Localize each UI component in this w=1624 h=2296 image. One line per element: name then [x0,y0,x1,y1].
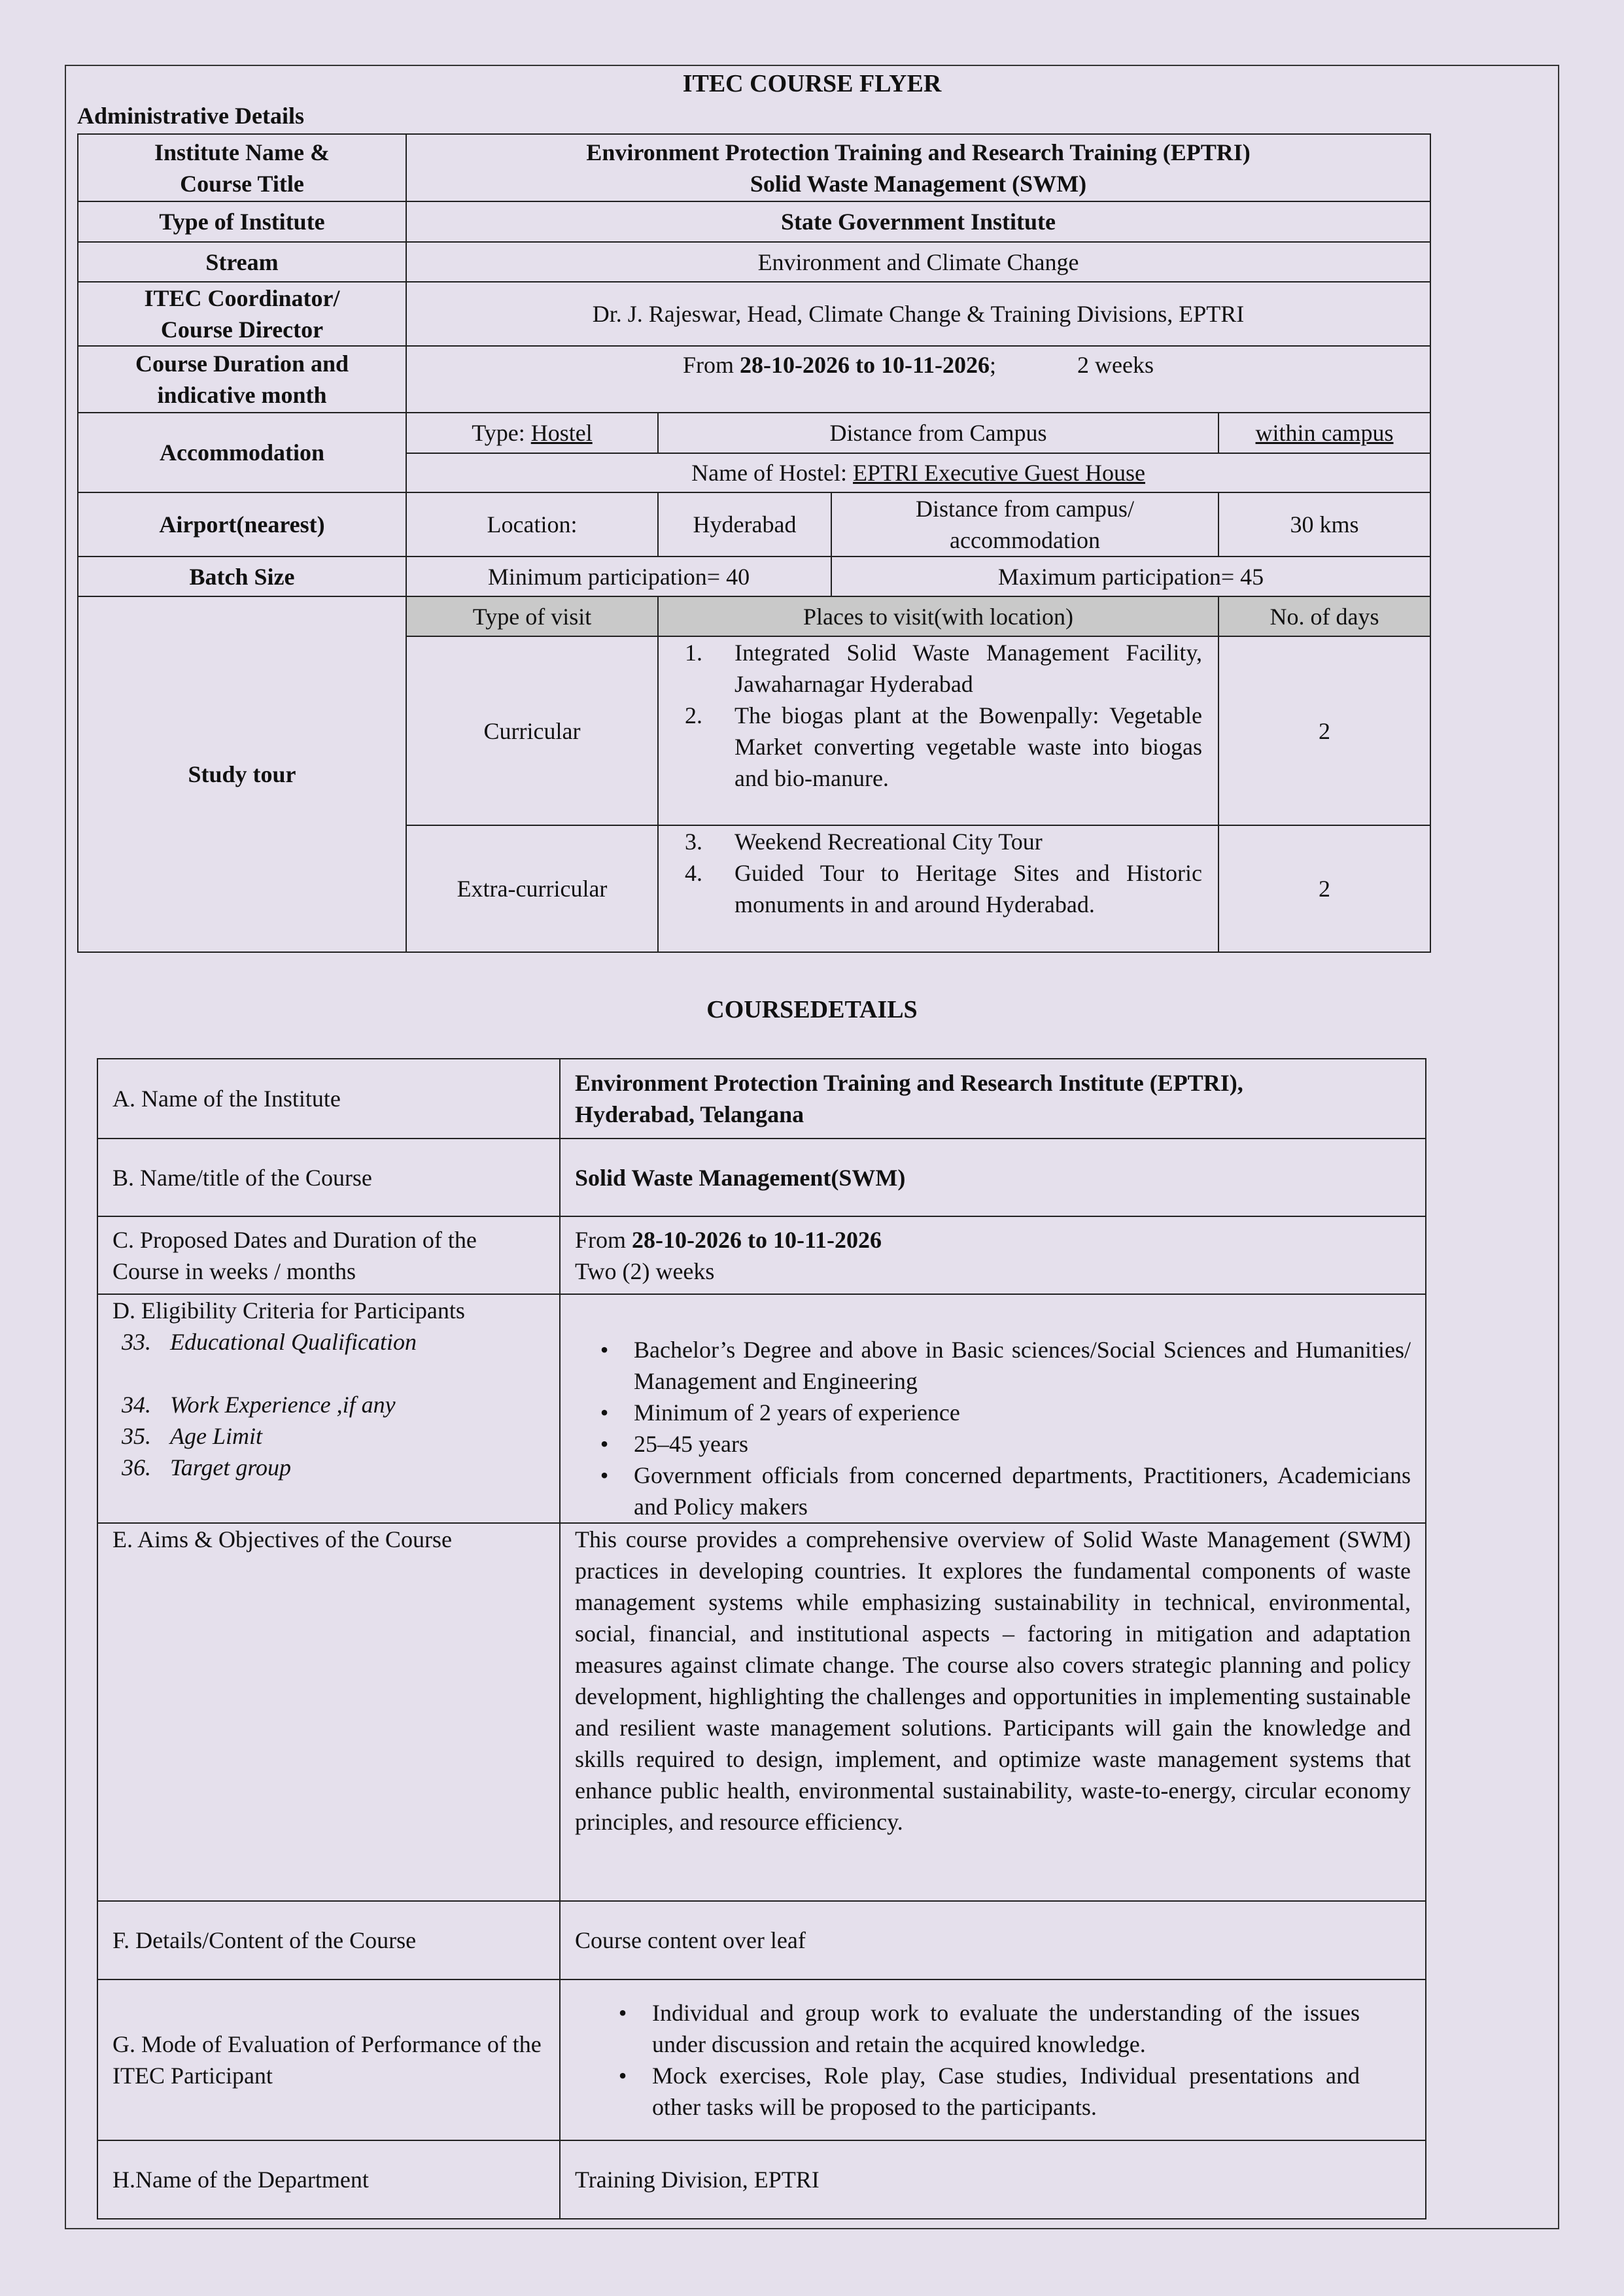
list-item: • Individual and group work to evaluate the understanding of the issues under discussion and retain the acquired knowledge. [593,1997,1360,2060]
type-of-institute-value: State Government Institute [406,201,1430,242]
airport-label: Airport(nearest) [78,492,406,557]
bullet-icon: • [600,1337,609,1363]
stream-label: Stream [78,242,406,282]
airport-location-label: Location: [406,492,658,557]
bullet-icon: • [600,1399,609,1426]
type-of-institute-label: Type of Institute [78,201,406,242]
institute-name-value: Environment Protection Training and Research Institute (EPTRI), Hyderabad, Telangana [560,1059,1426,1139]
content-value: Course content over leaf [560,1901,1426,1979]
department-value: Training Division, EPTRI [560,2140,1426,2219]
accommodation-type: Type: Hostel [406,413,658,453]
list-item: • Minimum of 2 years of experience [575,1397,1411,1428]
bullet-icon: • [618,2000,627,2026]
study-tour-label: Study tour [78,596,406,952]
batch-size-label: Batch Size [78,557,406,596]
dates-value: From 28-10-2026 to 10-11-2026 Two (2) weeks [560,1216,1426,1294]
evaluation-value [560,1979,1426,2140]
list-item: • Government officials from concerned departments, Practitioners, Academicians and Policy makers [575,1460,1411,1522]
list-item: • Mock exercises, Role play, Case studies, Individual presentations and other tasks will be proposed to the participants. [593,2060,1360,2123]
list-item: 34. Work Experience ,if any [122,1392,396,1418]
aims-label: E. Aims & Objectives of the Course [97,1523,560,1901]
extra-curricular-days: 2 [1218,825,1430,952]
stream-value: Environment and Climate Change [406,242,1430,282]
list-item: 33. Educational Qualification [122,1329,417,1355]
list-item: 1. Integrated Solid Waste Management Facility, Jawaharnagar Hyderabad [685,640,1202,697]
curricular-label: Curricular [406,636,658,825]
institute-name-label: A. Name of the Institute [97,1059,560,1139]
aims-value: This course provides a comprehensive overview of Solid Waste Management (SWM) practices in developing countries. It explores the fundamental components of waste management systems while emphasizing sustainability in technical, environmental, social, financial, and institutional aspects – factoring in mitigation and adaptation measures against climate change. The course also covers strategic planning and policy development, highlighting the challenges and opportunities in implementing sustainable and resilient waste management solutions. Participants will gain the knowledge and skills required to design, implement, and optimize waste management systems that enhance public health, environmental sustainability, waste-to-energy, circular economy principles, and resource efficiency. [560,1523,1426,1901]
list-item: • Bachelor’s Degree and above in Basic sciences/Social Sciences and Humanities/ Management and Engineering [575,1334,1411,1397]
institute-label: Institute Name & Course Title [78,134,406,201]
department-label: H.Name of the Department [97,2140,560,2219]
list-item: 2. The biogas plant at the Bowenpally: Vegetable Market converting vegetable waste into biogas and bio-manure. [685,702,1202,791]
dates-label: C. Proposed Dates and Duration of the Course in weeks / months [97,1216,560,1294]
admin-heading: Administrative Details [77,103,304,129]
list-item: 3. Weekend Recreational City Tour [685,829,1043,855]
administrative-details-table [77,133,1431,953]
bullet-icon: • [618,2063,627,2089]
course-title-label: B. Name/title of the Course [97,1139,560,1216]
duration-label: Course Duration and indicative month [78,346,406,413]
content-label: F. Details/Content of the Course [97,1901,560,1979]
accommodation-distance-label: Distance from Campus [658,413,1218,453]
coordinator-label: ITEC Coordinator/ Course Director [78,282,406,346]
bullet-icon: • [600,1462,609,1488]
course-details-heading: COURSEDETAILS [706,996,918,1023]
study-head-type: Type of visit [406,596,658,636]
duration-value: From 28-10-2026 to 10-11-2026; 2 weeks [406,346,1430,413]
eligibility-label: D. Eligibility Criteria for Participants 33. Educational Qualification 34. Work Experience ,if any 35. Age Limit 36. Target group [97,1294,560,1523]
coordinator-value: Dr. J. Rajeswar, Head, Climate Change & Training Divisions, EPTRI [406,282,1430,346]
airport-location: Hyderabad [658,492,831,557]
institute-value: Environment Protection Training and Research Training (EPTRI) Solid Waste Management (SWM) [406,134,1430,201]
extra-curricular-places [658,825,1218,952]
airport-distance: 30 kms [1218,492,1430,557]
accommodation-distance-value: within campus [1218,413,1430,453]
batch-max: Maximum participation= 45 [831,557,1430,596]
study-head-days: No. of days [1218,596,1430,636]
batch-min: Minimum participation= 40 [406,557,831,596]
airport-distance-label: Distance from campus/ accommodation [831,492,1218,557]
curricular-places [658,636,1218,825]
eligibility-value [560,1294,1426,1523]
study-head-places: Places to visit(with location) [658,596,1218,636]
hostel-name: Name of Hostel: EPTRI Executive Guest House [406,453,1430,492]
course-details-table [97,1058,1426,2219]
bullet-icon: • [600,1431,609,1457]
list-item: 4. Guided Tour to Heritage Sites and Historic monuments in and around Hyderabad. [685,860,1202,917]
extra-curricular-label: Extra-curricular [406,825,658,952]
accommodation-label: Accommodation [78,413,406,492]
evaluation-label: G. Mode of Evaluation of Performance of the ITEC Participant [97,1979,560,2140]
list-item: • 25–45 years [575,1428,1411,1460]
flyer-title: ITEC COURSE FLYER [682,70,942,97]
course-title-value: Solid Waste Management(SWM) [560,1139,1426,1216]
list-item: 36. Target group [122,1454,292,1481]
curricular-days: 2 [1218,636,1430,825]
list-item: 35. Age Limit [122,1423,262,1449]
